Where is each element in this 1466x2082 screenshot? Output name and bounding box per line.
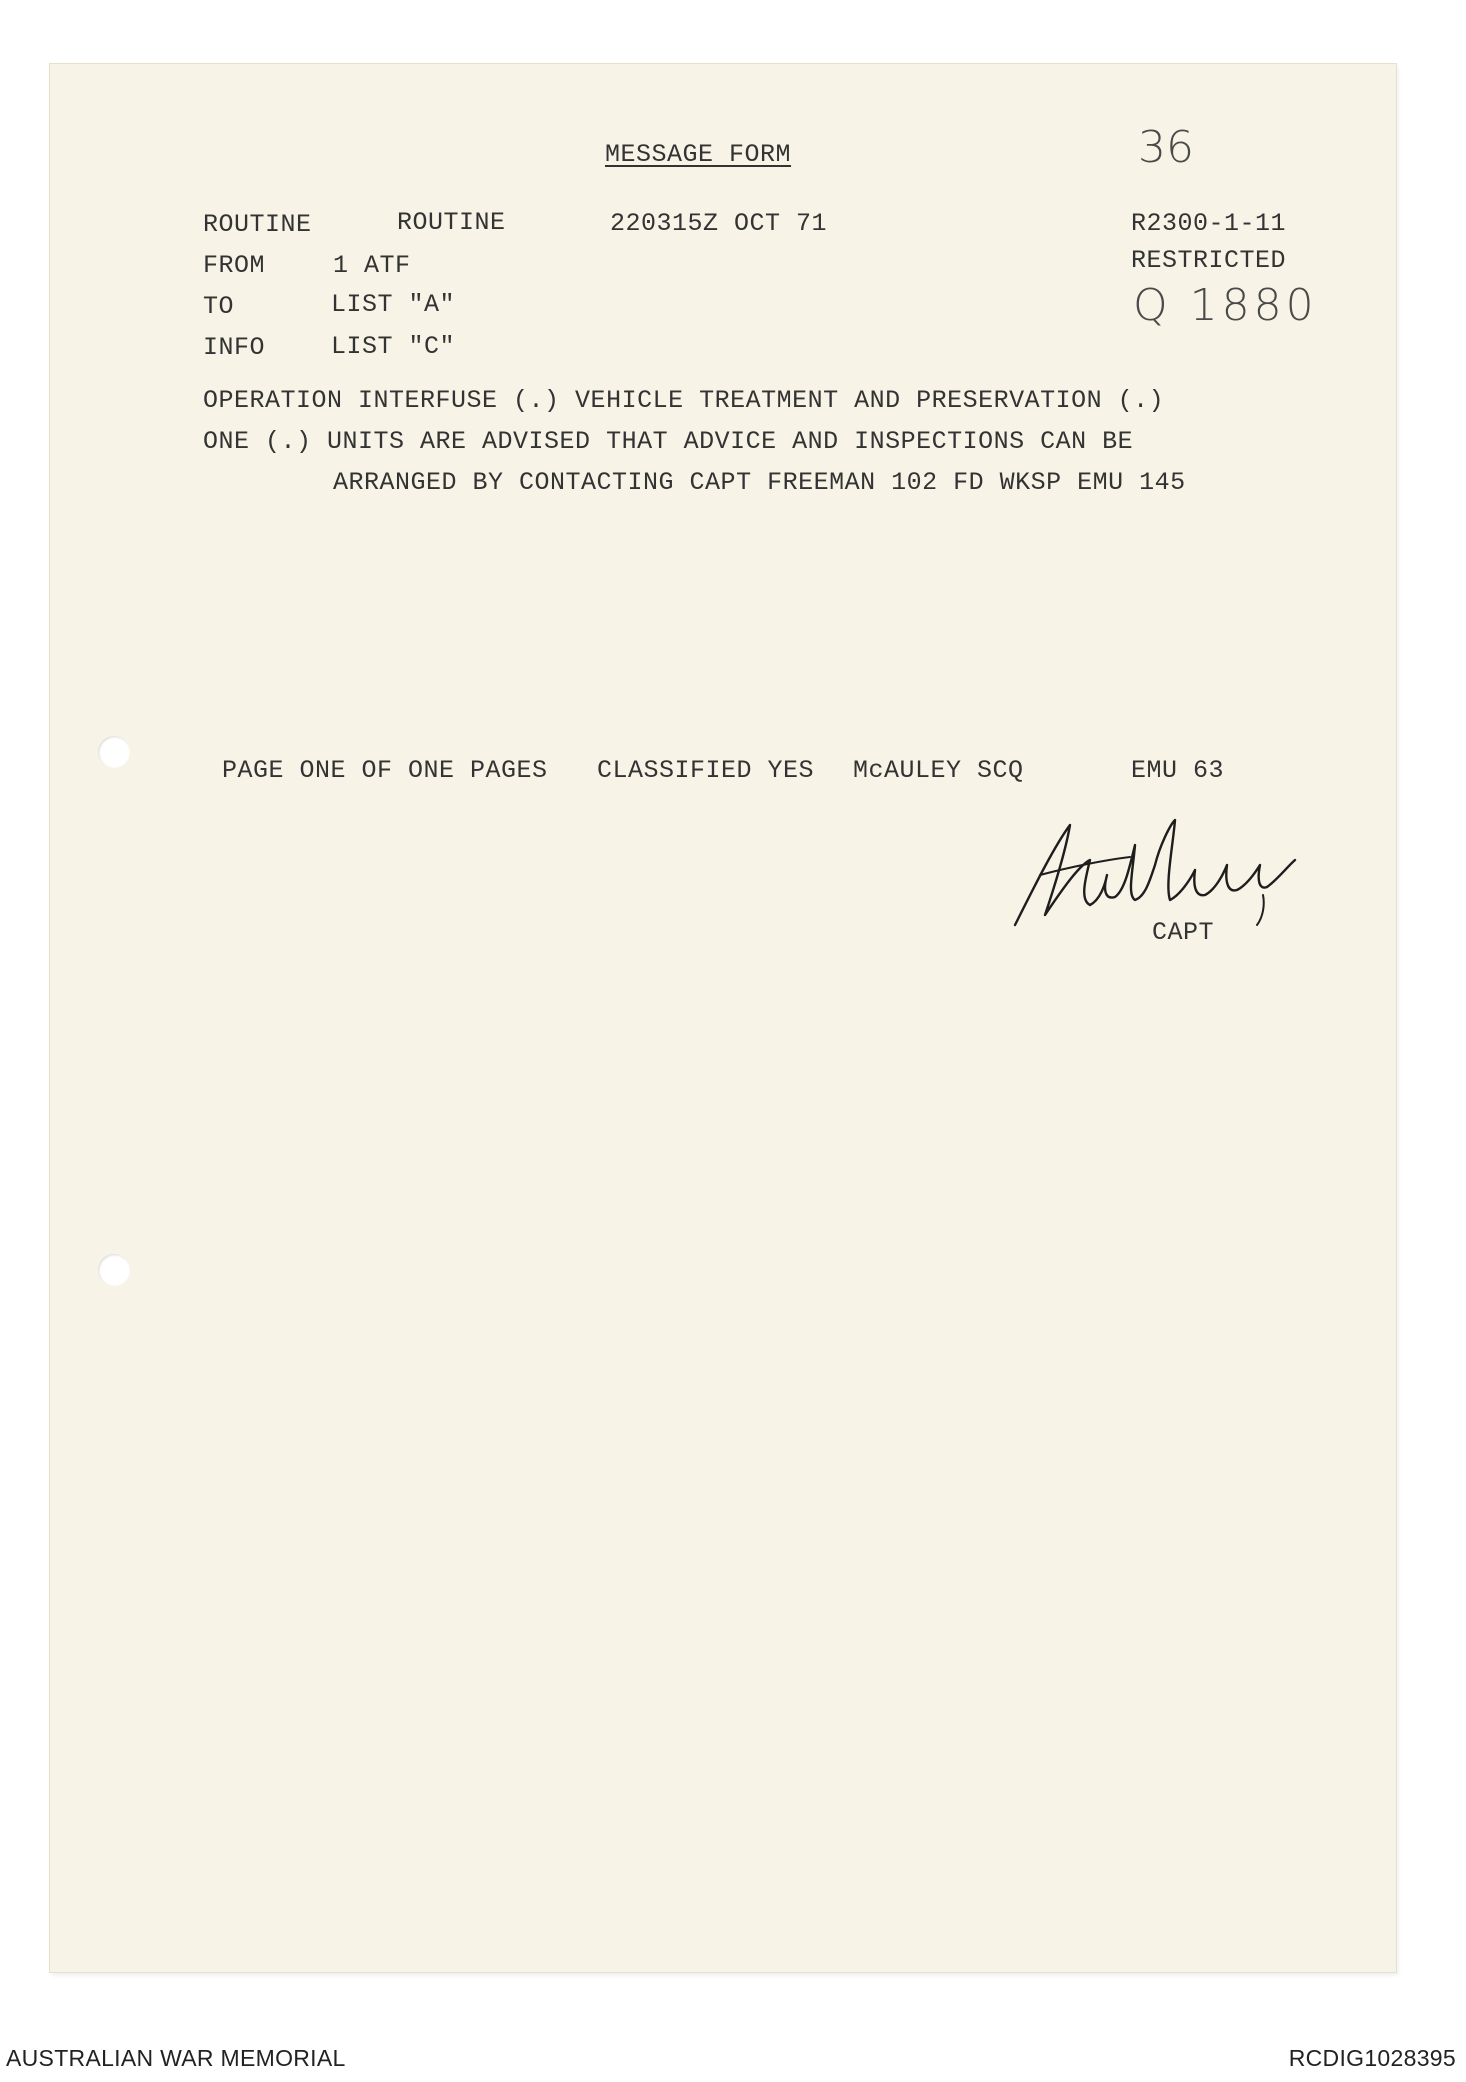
info-value: LIST "C" — [331, 332, 456, 361]
file-reference: R2300-1-11 — [1131, 209, 1287, 238]
to-value: LIST "A" — [331, 290, 456, 319]
date-time-group: 220315Z OCT 71 — [610, 209, 828, 238]
from-label: FROM — [203, 251, 266, 280]
precedence-action: ROUTINE — [203, 210, 312, 239]
handwritten-q-number: Q 1880 — [1133, 280, 1318, 331]
punch-hole-top — [98, 736, 130, 768]
from-value: 1 ATF — [333, 251, 411, 280]
classification: RESTRICTED — [1131, 246, 1287, 275]
message-line-1: OPERATION INTERFUSE (.) VEHICLE TREATMENT AND PRESERVATION (.) — [203, 386, 1165, 415]
info-label: INFO — [203, 333, 266, 362]
archive-catalogue-id: RCDIG1028395 — [1288, 2045, 1456, 2071]
form-title: MESSAGE FORM — [605, 140, 792, 169]
page-count: PAGE ONE OF ONE PAGES — [222, 756, 548, 785]
message-line-2: ONE (.) UNITS ARE ADVISED THAT ADVICE AND INSPECTIONS CAN BE — [203, 427, 1134, 456]
handwritten-signature — [995, 805, 1305, 945]
emu-number: EMU 63 — [1131, 756, 1225, 785]
precedence-info: ROUTINE — [397, 208, 506, 237]
archive-institution: AUSTRALIAN WAR MEMORIAL — [6, 2045, 346, 2071]
signature-rank: CAPT — [1152, 918, 1215, 947]
classified-flag: CLASSIFIED YES — [597, 756, 815, 785]
punch-hole-bottom — [98, 1254, 130, 1286]
handwritten-page-number: 36 — [1138, 122, 1194, 173]
originator: McAULEY SCQ — [853, 756, 1024, 785]
to-label: TO — [203, 292, 235, 321]
message-line-3: ARRANGED BY CONTACTING CAPT FREEMAN 102 FD WKSP EMU 145 — [333, 468, 1186, 497]
